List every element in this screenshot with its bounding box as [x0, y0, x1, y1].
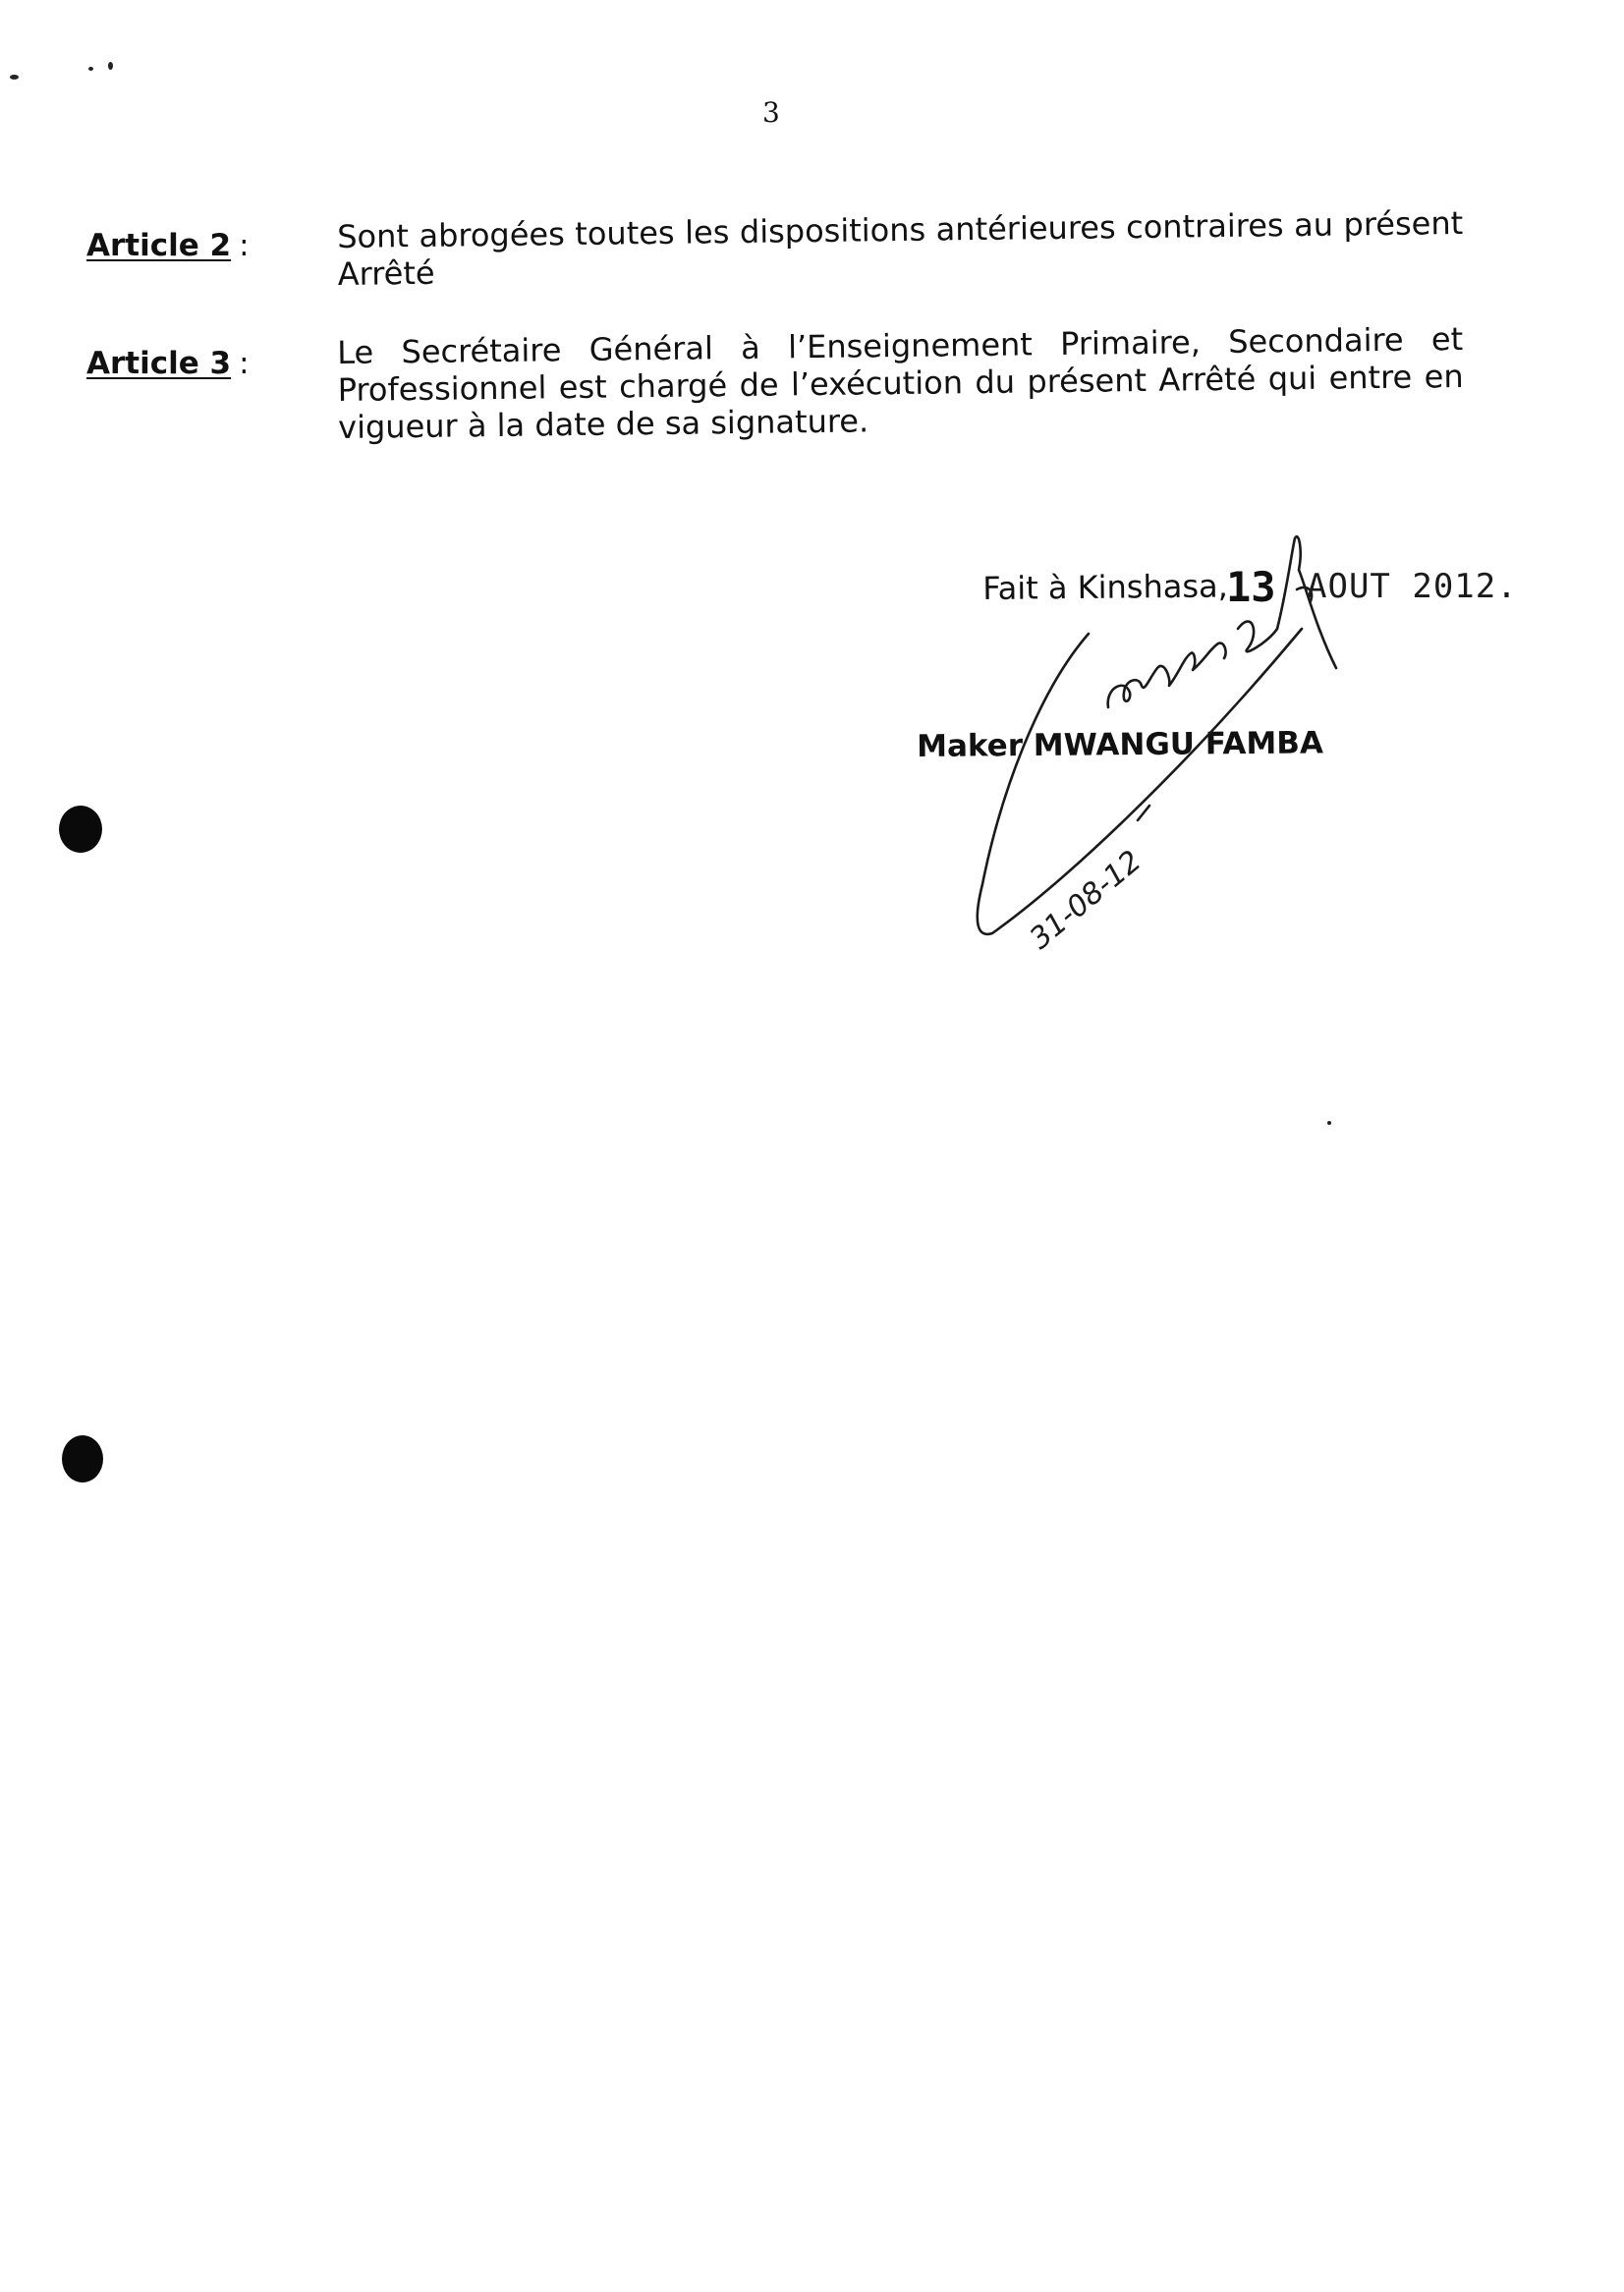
signatory-name	[917, 725, 1323, 764]
article-2-title: Article 2	[86, 228, 232, 263]
article-3-text: Le Secrétaire Général à l’Enseignement Primaire, Secondaire et Professionnel est chargé de l’exécution du présent Arrêté qui entre en vigueur à la date de sa signature.	[337, 319, 1464, 446]
handwritten-date-annotation: 31-08-12	[1023, 843, 1148, 957]
signatory-last-name: MWANGU FAMBA	[1033, 725, 1324, 763]
signature-loop-stroke	[978, 629, 1302, 934]
article-2-label	[86, 228, 250, 263]
article-2-separator: :	[239, 228, 250, 263]
punch-hole	[62, 1435, 103, 1482]
signatory-first-name: Maker	[917, 728, 1024, 764]
article-3-title: Article 3	[86, 346, 232, 381]
article-3-label	[86, 346, 250, 381]
scan-speck	[10, 75, 19, 80]
scan-speck	[88, 67, 93, 71]
article-2-text: Sont abrogées toutes les dispositions antérieures contraires au présent Arrêté	[337, 203, 1464, 293]
scan-speck	[108, 62, 113, 70]
scan-speck	[1327, 1121, 1331, 1125]
date-stamp-month-year: AOUT 2012.	[1307, 567, 1518, 606]
place-of-signing: Fait à Kinshasa,	[982, 567, 1229, 607]
page-number: 3	[762, 96, 780, 129]
signature-scrawl-stroke	[1108, 643, 1226, 707]
signature-flourish-stroke	[1238, 622, 1277, 652]
punch-hole	[59, 806, 102, 853]
article-3-separator: :	[239, 346, 250, 381]
date-stamp-day: 13	[1226, 563, 1276, 611]
signature-dash-stroke	[1138, 806, 1149, 820]
